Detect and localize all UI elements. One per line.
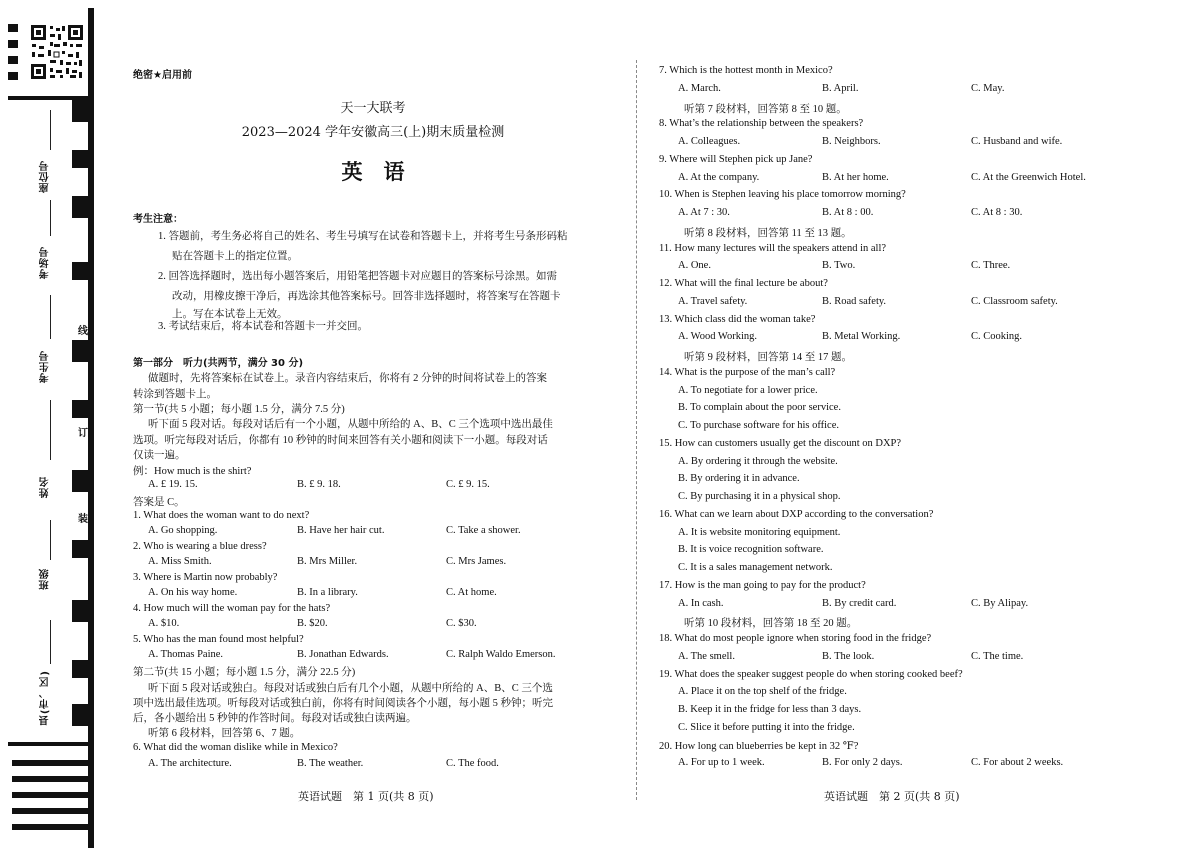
- q2-option-c: C. Mrs James.: [446, 556, 507, 567]
- q5-option-b: B. Jonathan Edwards.: [297, 649, 389, 660]
- material-note: 听第 8 段材料，回答第 11 至 13 题。: [684, 227, 852, 239]
- page-1-footer: 英语试题 第 1 页(共 8 页): [298, 790, 434, 803]
- right-option-b: B. For only 2 days.: [822, 757, 903, 769]
- question-6: 6. What did the woman dislike while in Mexico?: [133, 742, 338, 753]
- option-line: A. Place it on the top shelf of the fridge.: [678, 686, 847, 698]
- right-option-c: C. May.: [971, 82, 1005, 94]
- notice-item-2c: 上。写在本试卷上无效。: [172, 309, 288, 320]
- question-5: 5. Who has the man found most helpful?: [133, 634, 304, 645]
- question-2: 2. Who is wearing a blue dress?: [133, 541, 267, 552]
- question-1: 1. What does the woman want to do next?: [133, 510, 310, 521]
- right-option-c: C. Three.: [971, 260, 1011, 272]
- material-note: 听第 7 段材料，回答第 8 至 10 题。: [684, 103, 847, 115]
- q5-option-a: A. Thomas Paine.: [148, 649, 224, 660]
- question: 7. Which is the hottest month in Mexico?: [659, 65, 833, 76]
- right-option-c: C. Classroom safety.: [971, 295, 1058, 307]
- question: 15. How can customers usually get the discount on DXP?: [659, 437, 902, 449]
- right-option-a: A. Wood Working.: [678, 331, 758, 343]
- right-option-b: B. At 8 : 00.: [822, 207, 874, 218]
- question: 17. How is the man going to pay for the product?: [659, 579, 866, 591]
- right-option-b: B. By credit card.: [822, 597, 897, 609]
- binding-strip: [8, 0, 94, 848]
- section1-title: 第一节(共 5 小题；每小题 1.5 分，满分 7.5 分): [133, 404, 345, 415]
- right-option-b: B. Two.: [822, 260, 856, 272]
- column-divider: [636, 60, 637, 800]
- exam-title: 2023—2024 学年安徽高三(上)期末质量检测: [241, 125, 505, 140]
- right-option-a: A. One.: [678, 260, 711, 272]
- class-label: 班级: [40, 568, 51, 590]
- right-option-c: C. At 8 : 30.: [971, 207, 1023, 218]
- section1-intro-3: 仅读一遍。: [133, 450, 186, 461]
- part1-title: 第一部分 听力(共两节，满分 30 分): [133, 358, 304, 369]
- q2-option-a: A. Miss Smith.: [148, 556, 212, 567]
- organizer-title: 天一大联考: [340, 101, 406, 116]
- right-option-b: B. Neighbors.: [822, 136, 881, 147]
- q4-option-c: C. $30.: [446, 618, 477, 629]
- notice-title: 考生注意：: [133, 214, 183, 225]
- q1-option-a: A. Go shopping.: [148, 525, 218, 536]
- page-2-footer: 英语试题 第 2 页(共 8 页): [824, 790, 960, 803]
- q3-option-c: C. At home.: [446, 587, 497, 598]
- right-option-c: C. For about 2 weeks.: [971, 757, 1064, 769]
- section2-intro-2: 项中选出最佳选项。听每段对话或独白前，你将有时间阅读各个小题，每小题 5 秒钟；听完: [133, 698, 553, 709]
- right-option-c: C. Cooking.: [971, 331, 1023, 343]
- option-line: C. It is a sales management network.: [678, 562, 833, 573]
- section1-intro-1: 听下面 5 段对话。每段对话后有一个小题，从题中所给的 A、B、C 三个选项中选出最佳: [148, 419, 553, 430]
- question: 10. When is Stephen leaving his place tomorrow morning?: [659, 189, 906, 201]
- q1-option-c: C. Take a shower.: [446, 525, 521, 536]
- example-option-c: C. £ 9. 15.: [446, 479, 490, 490]
- exam-room-label: 考场号: [40, 246, 51, 279]
- right-option-c: C. By Alipay.: [971, 597, 1029, 609]
- right-option-b: B. The look.: [822, 650, 875, 662]
- question-4: 4. How much will the woman pay for the hats?: [133, 603, 331, 614]
- part1-intro-2: 转涂到答题卡上。: [133, 389, 217, 400]
- example-option-b: B. £ 9. 18.: [297, 479, 341, 490]
- right-option-b: B. Road safety.: [822, 295, 887, 307]
- right-option-b: B. April.: [822, 82, 859, 94]
- right-option-a: A. Travel safety.: [678, 295, 748, 307]
- question: 16. What can we learn about DXP according to the conversation?: [659, 508, 934, 520]
- example-question: 例：How much is the shirt?: [133, 466, 252, 477]
- question: 19. What does the speaker suggest people do when storing cooked beef?: [659, 668, 963, 680]
- option-line: C. By purchasing it in a physical shop.: [678, 491, 841, 502]
- right-option-a: A. In cash.: [678, 597, 724, 609]
- q5-option-c: C. Ralph Waldo Emerson.: [446, 649, 556, 660]
- student-number-label: 考生号: [40, 350, 51, 383]
- subject-title: 英 语: [341, 160, 405, 184]
- example-option-a: A. £ 19. 15.: [148, 479, 198, 490]
- option-line: A. By ordering it through the website.: [678, 455, 838, 467]
- q4-option-a: A. $10.: [148, 618, 180, 629]
- right-option-b: B. At her home.: [822, 171, 889, 183]
- county-label: 县(市、区): [40, 670, 51, 726]
- option-line: A. To negotiate for a lower price.: [678, 384, 818, 396]
- q4-option-b: B. $20.: [297, 618, 328, 629]
- notice-item-3: 3. 考试结束后，将本试卷和答题卡一并交回。: [158, 321, 368, 332]
- question: 14. What is the purpose of the man’s call?: [659, 366, 836, 378]
- option-line: C. Slice it before putting it into the fridge.: [678, 721, 855, 733]
- right-option-a: A. At the company.: [678, 171, 760, 183]
- right-option-b: B. Metal Working.: [822, 331, 901, 343]
- q1-option-b: B. Have her hair cut.: [297, 525, 385, 536]
- right-option-a: A. At 7 : 30.: [678, 207, 730, 218]
- secret-label: 绝密★启用前: [133, 70, 192, 81]
- notice-item-1a: 1. 答题前，考生务必将自己的姓名、考生号填写在试卷和答题卡上，并将考生号条形码粘: [158, 231, 568, 242]
- notice-item-1b: 贴在答题卡上的指定位置。: [172, 251, 298, 262]
- notice-item-2b: 改动，用橡皮擦干净后，再选涂其他答案标号。回答非选择题时，将答案写在答题卡: [172, 291, 561, 302]
- question: 20. How long can blueberries be kept in 32 ℉?: [659, 740, 859, 752]
- q2-option-b: B. Mrs Miller.: [297, 556, 358, 567]
- section2-title: 第二节(共 15 小题；每小题 1.5 分，满分 22.5 分): [133, 667, 356, 678]
- q3-option-a: A. On his way home.: [148, 587, 238, 598]
- material-note: 听第 10 段材料，回答第 18 至 20 题。: [684, 618, 858, 630]
- section2-intro-1: 听下面 5 段对话或独白。每段对话或独白后有几个小题，从题中所给的 A、B、C 三个选: [148, 683, 553, 694]
- q3-option-b: B. In a library.: [297, 587, 358, 598]
- right-option-c: C. At the Greenwich Hotel.: [971, 171, 1086, 183]
- option-line: B. By ordering it in advance.: [678, 473, 800, 485]
- question: 9. Where will Stephen pick up Jane?: [659, 153, 813, 165]
- right-option-c: C. Husband and wife.: [971, 136, 1063, 147]
- option-line: B. It is voice recognition software.: [678, 544, 824, 556]
- option-line: B. To complain about the poor service.: [678, 402, 841, 414]
- question: 11. How many lectures will the speakers attend in all?: [659, 242, 887, 254]
- binding-mark-bind: 装: [78, 514, 88, 525]
- section2-intro-3: 后，各小题给出 5 秒钟的作答时间。每段对话或独白读两遍。: [133, 713, 417, 724]
- right-option-a: A. March.: [678, 82, 721, 94]
- right-option-a: A. Colleagues.: [678, 136, 741, 147]
- q6-option-a: A. The architecture.: [148, 758, 232, 769]
- material-note: 听第 9 段材料，回答第 14 至 17 题。: [684, 352, 852, 363]
- section1-intro-2: 选项。听完每段对话后，你都有 10 秒钟的时间来回答有关小题和阅读下一小题。每段对话: [133, 435, 548, 446]
- question: 13. Which class did the woman take?: [659, 313, 816, 325]
- right-option-a: A. For up to 1 week.: [678, 757, 765, 769]
- q6-option-c: C. The food.: [446, 758, 499, 769]
- right-option-c: C. The time.: [971, 650, 1024, 662]
- notice-item-2a: 2. 回答选择题时，选出每小题答案后，用铅笔把答题卡对应题目的答案标号涂黑。如需: [158, 271, 557, 282]
- question-3: 3. Where is Martin now probably?: [133, 572, 278, 583]
- option-line: B. Keep it in the fridge for less than 3 days.: [678, 704, 862, 715]
- binding-mark-staple: 订: [78, 428, 88, 439]
- right-option-a: A. The smell.: [678, 650, 735, 662]
- binding-mark-line: 线: [78, 326, 88, 337]
- question: 8. What’s the relationship between the speakers?: [659, 118, 864, 130]
- qr-code-icon: [30, 24, 84, 80]
- question: 18. What do most people ignore when storing food in the fridge?: [659, 633, 932, 644]
- seat-number-label: 座位号: [40, 160, 51, 193]
- question: 12. What will the final lecture be about?: [659, 278, 828, 289]
- example-answer: 答案是 C。: [133, 497, 185, 508]
- name-label: 姓名: [40, 476, 51, 498]
- option-line: C. To purchase software for his office.: [678, 420, 839, 431]
- part1-intro-1: 做题时，先将答案标在试卷上。录音内容结束后，你将有 2 分钟的时间将试卷上的答案: [148, 373, 547, 384]
- q6-option-b: B. The weather.: [297, 758, 364, 769]
- material-6-note: 听第 6 段材料，回答第 6、7 题。: [148, 728, 301, 739]
- option-line: A. It is website monitoring equipment.: [678, 526, 841, 538]
